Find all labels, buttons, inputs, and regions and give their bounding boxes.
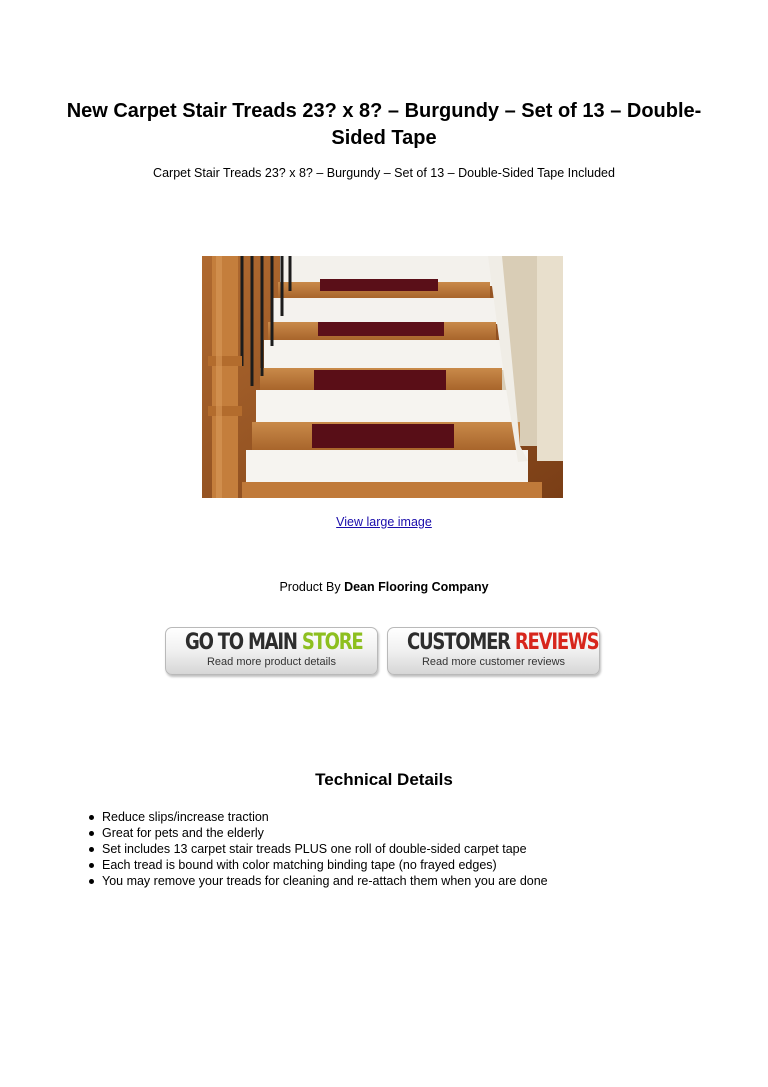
view-large-image-container xyxy=(0,515,768,529)
product-image[interactable] xyxy=(202,256,563,498)
technical-details-list xyxy=(88,809,548,889)
reviews-button-heading xyxy=(406,630,599,655)
reviews-button-heading-accent: REVIEWS xyxy=(514,630,599,655)
store-button-caption: Read more product details xyxy=(206,656,336,668)
reviews-button-caption: Read more customer reviews xyxy=(421,656,566,668)
customer-reviews-button[interactable] xyxy=(387,627,600,675)
store-button-heading xyxy=(184,630,363,655)
stair-treads-photo-icon xyxy=(202,256,563,498)
store-button-heading-accent: STORE xyxy=(301,630,363,655)
go-to-main-store-button[interactable] xyxy=(165,627,378,675)
list-item: Great for pets and the elderly xyxy=(88,825,548,841)
reviews-button-heading-part1: CUSTOMER xyxy=(406,630,515,655)
store-button-heading-part1: GO TO MAIN xyxy=(184,630,302,655)
list-item: Reduce slips/increase traction xyxy=(88,809,548,825)
page-subtitle: Carpet Stair Treads 23? x 8? – Burgundy – Set of 13 – Double-Sided Tape Included xyxy=(153,166,615,180)
page-title: New Carpet Stair Treads 23? x 8? – Burgundy – Set of 13 – Double-Sided Tape xyxy=(66,100,702,149)
list-item: Each tread is bound with color matching binding tape (no frayed edges) xyxy=(88,857,548,873)
list-item: Set includes 13 carpet stair treads PLUS one roll of double-sided carpet tape xyxy=(88,841,548,857)
product-by-prefix: Product By xyxy=(279,580,345,594)
list-item: You may remove your treads for cleaning and re-attach them when you are done xyxy=(88,873,548,889)
brand-name: Dean Flooring Company xyxy=(344,580,489,594)
technical-details-heading: Technical Details xyxy=(315,770,453,789)
view-large-image-link[interactable]: View large image xyxy=(336,515,432,529)
product-by-line xyxy=(0,580,768,594)
